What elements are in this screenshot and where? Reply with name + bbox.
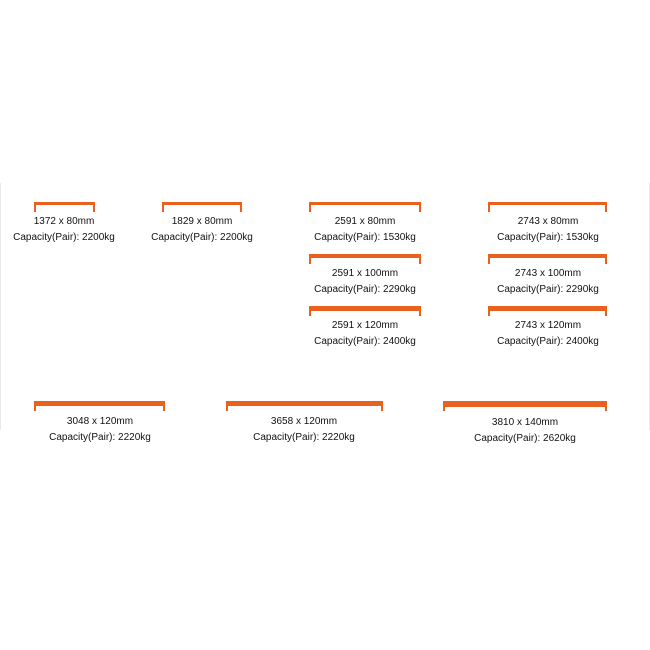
beam-graphic: [488, 202, 607, 216]
beam-graphic: [309, 254, 421, 268]
beam-size-label: 1372 x 80mm: [33, 216, 95, 227]
beam-graphic: [309, 306, 421, 320]
beam-graphic: [488, 254, 607, 268]
beam-graphic: [226, 401, 383, 415]
beam-capacity-label: Capacity(Pair): 2220kg: [253, 432, 355, 443]
beam-size-label: 2743 x 80mm: [517, 216, 579, 227]
beam-graphic: [488, 306, 607, 320]
beam-size-label: 3048 x 120mm: [66, 416, 134, 427]
beam-capacity-label: Capacity(Pair): 1530kg: [497, 232, 599, 243]
beam-graphic: [34, 202, 95, 216]
beam-size-label: 1829 x 80mm: [171, 216, 233, 227]
beam-graphic: [162, 202, 242, 216]
beam-graphic: [443, 401, 607, 415]
beam-size-label: 2743 x 100mm: [514, 268, 582, 279]
beam-size-label: 2743 x 120mm: [514, 320, 582, 331]
beam-size-label: 3810 x 140mm: [491, 417, 559, 428]
beam-capacity-label: Capacity(Pair): 2620kg: [474, 433, 576, 444]
beam-size-label: 3658 x 120mm: [270, 416, 338, 427]
beam-graphic: [34, 401, 165, 415]
beam-capacity-label: Capacity(Pair): 2290kg: [497, 284, 599, 295]
beam-graphic: [309, 202, 421, 216]
beam-capacity-label: Capacity(Pair): 2220kg: [49, 432, 151, 443]
beam-capacity-label: Capacity(Pair): 2290kg: [314, 284, 416, 295]
beam-size-label: 2591 x 80mm: [334, 216, 396, 227]
beam-capacity-label: Capacity(Pair): 2200kg: [151, 232, 253, 243]
beam-capacity-label: Capacity(Pair): 2400kg: [314, 336, 416, 347]
beam-capacity-label: Capacity(Pair): 1530kg: [314, 232, 416, 243]
beam-size-label: 2591 x 120mm: [331, 320, 399, 331]
beam-capacity-label: Capacity(Pair): 2400kg: [497, 336, 599, 347]
beam-size-label: 2591 x 100mm: [331, 268, 399, 279]
beam-capacity-label: Capacity(Pair): 2200kg: [13, 232, 115, 243]
